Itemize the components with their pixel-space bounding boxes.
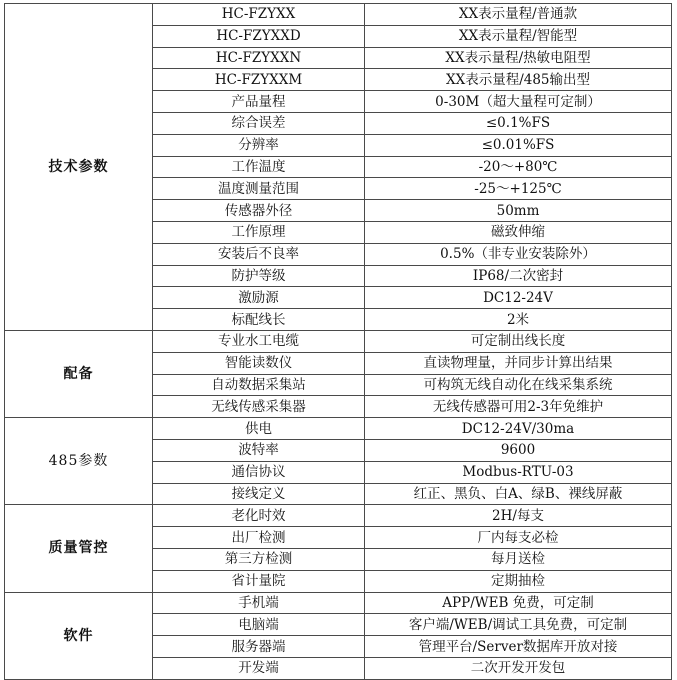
param-name-cell: 防护等级 — [153, 265, 365, 287]
param-name-cell: 手机端 — [153, 592, 365, 614]
table-row — [5, 4, 672, 26]
param-value-cell: ≤0.1%FS — [365, 112, 672, 134]
param-value-cell: 2H/每支 — [365, 505, 672, 527]
param-name-cell: 温度测量范围 — [153, 178, 365, 200]
param-name-cell: 开发端 — [153, 657, 365, 679]
param-name-cell: HC-FZYXXM — [153, 69, 365, 91]
param-name-cell: 自动数据采集站 — [153, 374, 365, 396]
param-value-cell: APP/WEB 免费，可定制 — [365, 592, 672, 614]
spec-table-container — [4, 3, 672, 680]
param-value-cell: 磁致伸缩 — [365, 221, 672, 243]
param-name-cell: HC-FZYXXD — [153, 25, 365, 47]
param-value-cell: 定期抽检 — [365, 570, 672, 592]
param-name-cell: 无线传感采集器 — [153, 396, 365, 418]
param-name-cell: 工作温度 — [153, 156, 365, 178]
param-value-cell: 无线传感器可用2-3年免维护 — [365, 396, 672, 418]
param-name-cell: 传感器外径 — [153, 200, 365, 222]
param-value-cell: ≤0.01%FS — [365, 134, 672, 156]
param-name-cell: 电脑端 — [153, 614, 365, 636]
param-name-cell: 标配线长 — [153, 309, 365, 331]
param-value-cell: 每月送检 — [365, 548, 672, 570]
param-value-cell: 可构筑无线自动化在线采集系统 — [365, 374, 672, 396]
spec-table-body — [5, 4, 672, 680]
param-name-cell: 专业水工电缆 — [153, 330, 365, 352]
param-name-cell: 接线定义 — [153, 483, 365, 505]
param-value-cell: -25～+125℃ — [365, 178, 672, 200]
param-value-cell: 0.5%（非专业安装除外） — [365, 243, 672, 265]
table-row — [5, 330, 672, 352]
param-name-cell: HC-FZYXX — [153, 4, 365, 26]
table-row — [5, 592, 672, 614]
param-value-cell: 红正、黑负、白A、绿B、裸线屏蔽 — [365, 483, 672, 505]
param-name-cell: 分辨率 — [153, 134, 365, 156]
param-name-cell: 供电 — [153, 418, 365, 440]
category-cell: 485参数 — [5, 418, 153, 505]
param-name-cell: 激励源 — [153, 287, 365, 309]
param-name-cell: 产品量程 — [153, 91, 365, 113]
param-value-cell: -20～+80℃ — [365, 156, 672, 178]
param-value-cell: XX表示量程/智能型 — [365, 25, 672, 47]
param-name-cell: 第三方检测 — [153, 548, 365, 570]
table-row — [5, 505, 672, 527]
param-value-cell: 50mm — [365, 200, 672, 222]
category-cell: 质量管控 — [5, 505, 153, 592]
param-value-cell: 直读物理量，并同步计算出结果 — [365, 352, 672, 374]
spec-table — [4, 3, 672, 680]
category-cell: 软件 — [5, 592, 153, 679]
param-name-cell: 智能读数仪 — [153, 352, 365, 374]
param-name-cell: 波特率 — [153, 439, 365, 461]
param-name-cell: 安装后不良率 — [153, 243, 365, 265]
param-value-cell: 9600 — [365, 439, 672, 461]
param-name-cell: 省计量院 — [153, 570, 365, 592]
param-value-cell: 0-30M（超大量程可定制） — [365, 91, 672, 113]
param-value-cell: XX表示量程/普通款 — [365, 4, 672, 26]
param-value-cell: XX表示量程/485输出型 — [365, 69, 672, 91]
param-value-cell: Modbus-RTU-03 — [365, 461, 672, 483]
param-name-cell: 服务器端 — [153, 636, 365, 658]
param-value-cell: 二次开发开发包 — [365, 657, 672, 679]
category-cell: 技术参数 — [5, 4, 153, 331]
param-value-cell: 2米 — [365, 309, 672, 331]
param-value-cell: 客户端/WEB/调试工具免费，可定制 — [365, 614, 672, 636]
param-name-cell: 老化时效 — [153, 505, 365, 527]
param-name-cell: 出厂检测 — [153, 527, 365, 549]
table-row — [5, 418, 672, 440]
param-value-cell: XX表示量程/热敏电阻型 — [365, 47, 672, 69]
param-value-cell: 厂内每支必检 — [365, 527, 672, 549]
param-value-cell: IP68/二次密封 — [365, 265, 672, 287]
param-name-cell: HC-FZYXXN — [153, 47, 365, 69]
param-value-cell: 管理平台/Server数据库开放对接 — [365, 636, 672, 658]
param-value-cell: DC12-24V/30ma — [365, 418, 672, 440]
param-name-cell: 通信协议 — [153, 461, 365, 483]
category-cell: 配备 — [5, 330, 153, 417]
param-value-cell: 可定制出线长度 — [365, 330, 672, 352]
param-name-cell: 综合误差 — [153, 112, 365, 134]
param-value-cell: DC12-24V — [365, 287, 672, 309]
param-name-cell: 工作原理 — [153, 221, 365, 243]
